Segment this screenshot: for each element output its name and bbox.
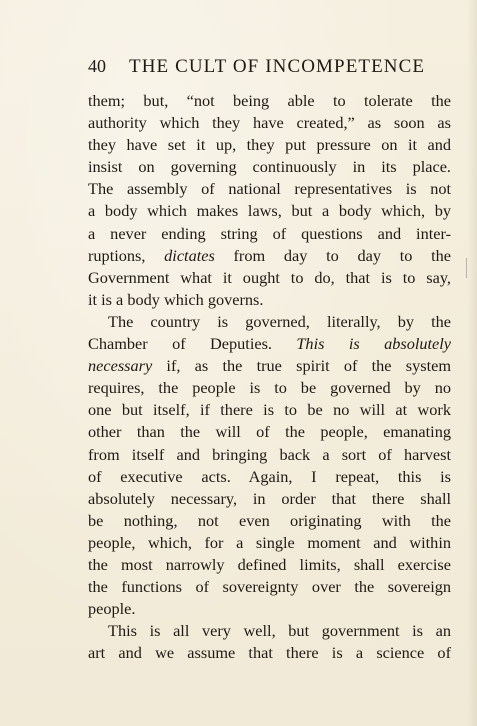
text-line: of executive acts. Again, I repeat, this is [88, 466, 451, 486]
page-edge-shadow [467, 0, 477, 726]
text-line: other than the will of the people, emanating [88, 422, 451, 442]
text-line: The assembly of national representatives is not [88, 179, 451, 199]
text-line: This is all very well, but government is an [108, 621, 451, 641]
text-line: them; but, “not being able to tolerate the [88, 91, 451, 110]
text-line: The country is governed, literally, by the [108, 311, 451, 331]
text-line: it is a body which governs. [88, 289, 264, 309]
text-line: necessary if, as the true spirit of the system [88, 356, 451, 376]
text-line: art and we assume that there is a science of [88, 643, 451, 663]
body-text [88, 90, 451, 664]
text-line: absolutely necessary, in order that there shall [88, 488, 451, 508]
text-line: people, which, for a single moment and within [88, 532, 451, 552]
text-line: they have set it up, they put pressure on it and [88, 135, 451, 155]
text-line: authority which they have created,” as soon as [88, 113, 451, 133]
text-line: people. [88, 599, 136, 619]
italic-emphasis: necessary [88, 356, 153, 376]
text-line: one but itself, if there is to be no will at work [88, 400, 451, 420]
italic-emphasis: dictates [164, 245, 215, 265]
margin-mark [466, 258, 467, 278]
text-line: a body which makes laws, but a body which, by [88, 201, 451, 221]
text-line: the functions of sovereignty over the sovereign [88, 577, 451, 597]
text-line: the most narrowly defined limits, shall exercise [88, 554, 451, 574]
text-line: a never ending string of questions and inter- [88, 223, 451, 243]
text-line: ruptions, dictates from day to day to the [88, 245, 451, 265]
text-line: from itself and bringing back a sort of harvest [88, 444, 451, 464]
text-line: Government what it ought to do, that is to say, [88, 267, 451, 287]
text-line: be nothing, not even originating with the [88, 510, 451, 530]
running-title: THE CULT OF INCOMPETENCE [129, 56, 426, 77]
italic-emphasis: This is absolutely [296, 334, 451, 354]
text-line: requires, the people is to be governed by no [88, 378, 451, 398]
running-header [88, 56, 453, 80]
text-line: insist on governing continuously in its place. [88, 157, 451, 177]
text-line: Chamber of Deputies. This is absolutely [88, 334, 451, 354]
page-number: 40 [88, 56, 106, 76]
